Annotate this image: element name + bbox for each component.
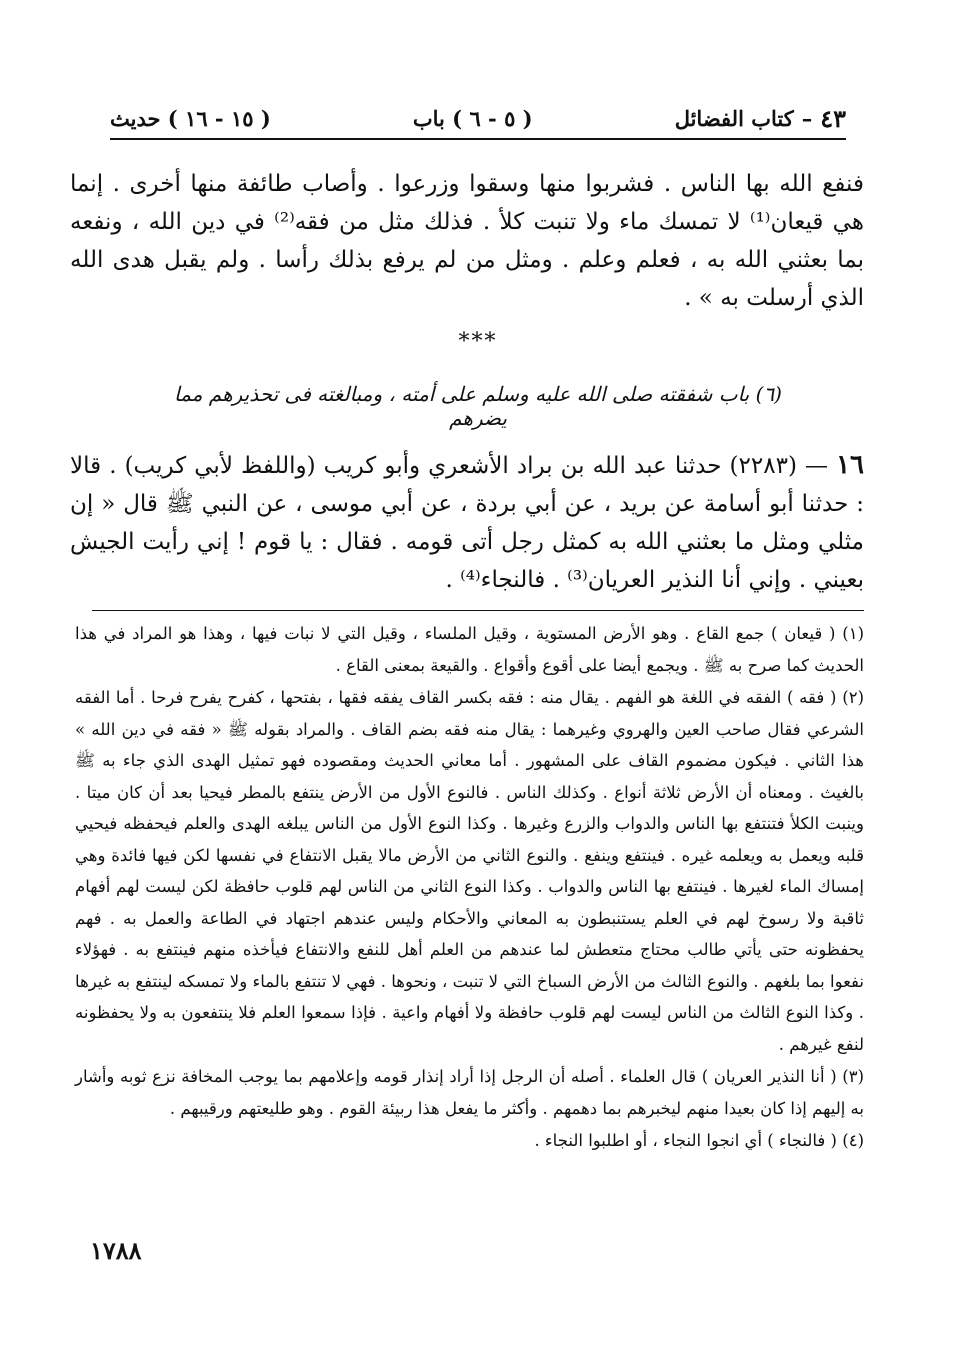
header-book: ٤٣ – كتاب الفضائل: [674, 103, 846, 133]
page-header: [110, 98, 846, 138]
header-book-title: كتاب الفضائل: [674, 105, 794, 131]
chapter-title: (٦) باب شفقته صلى الله عليه وسلم على أمته ، ومبالغته فى تحذيرهم مما يضرهم: [174, 382, 782, 430]
footer-page-number: ١٧٨٨: [90, 1236, 142, 1265]
footnote-1: (١) ( قيعان ) جمع القاع . وهو الأرض المستوية ، وقيل الملساء ، وقيل التي لا نبات فيها ، وهذا هو المراد في هذا الحديث كما صرح به ﷺ . ويجمع أيضا على أقوع وأقواع . والقيعة بمعنى القاع .: [75, 624, 864, 675]
header-rule: [110, 138, 846, 140]
continuation-paragraph: فنفع الله بها الناس . فشربوا منها وسقوا وزرعوا . وأصاب طائفة منها أخرى . إنما هي قيعان⁽¹⁾ لا تمسك ماء ولا تنبت كلأ . فذلك مثل من فقه⁽²⁾ في دين الله ، ونفعه بما بعثني الله به ، فعلم وعلم . ومثل من لم يرفع بذلك رأسا . ولم يقبل هدى الله الذي أرسلت به » .: [70, 171, 864, 311]
hadith-paragraph: [70, 446, 864, 596]
footnote-2: (٢) ( فقه ) الفقه في اللغة هو الفهم . يقال منه : فقه بكسر القاف يفقه فقها ، بفتحها ، كفرح يفرح فرحا . أما الفقه الشرعي فقال صاحب العين والهروي وغيرهما : يقال منه فقه بضم القاف . والمراد بقوله ﷺ « فقه في دين الله » هذا الثاني . فيكون مضموم القاف على المشهور . أما معاني الحديث ومقصوده فهو تمثيل الهدى الذي جاء به ﷺ بالغيث . ومعناه أن الأرض ثلاثة أنواع . وكذلك الناس . فالنوع الأول من الأرض ينتفع بالمطر فيحيا بعد أن كان ميتا . وينبت الكلأ فتنتفع بها الناس والدواب والزرع وغيرها . وكذا النوع الأول من الناس يبلغه الهدى والعلم فيحفظه فيحيي قلبه ويعمل به ويعلمه غيره . فينتفع وينفع . والنوع الثاني من الأرض مالا يقبل الانتفاع في نفسها لكن فيها فائدة وهي إمساك الماء لغيرها . فينتفع بها الناس والدواب . وكذا النوع الثاني من الناس لهم قلوب حافظة لكن ليست لهم أفهام ثاقبة ولا رسوخ لهم في العلم يستنبطون به المعاني والأحكام وليس عندهم اجتهاد في الطاعة والعمل به . فهم يحفظونه حتى يأتي طالب محتاج متعطش لما عندهم من العلم أهل للنفع والانتفاع فيأخذه منهم فينتفع به . فهؤلاء نفعوا بما بلغهم . والنوع الثالث من الأرض السباخ التي لا تنبت ، ونحوها . فهي لا تنتفع بالماء ولا تمسكه لينتفع به غيرها . وكذا النوع الثالث من الناس ليست لهم قلوب حافظة ولا أفهام واعية . فإذا سمعوا العلم فلا ينتفعون به ولا يحفظونه لنفع غيرهم .: [75, 688, 864, 1054]
header-chapter-range: ( ٥ - ٦ ) باب: [412, 105, 533, 131]
footnote-rule: [92, 610, 864, 611]
section-separator: ⁎⁎⁎: [458, 322, 498, 347]
hadith-number: ١٦: [836, 450, 864, 480]
footnote-4: (٤) ( فالنجاء ) أي انجوا النجاء ، أو اطلبوا النجاء .: [534, 1131, 864, 1150]
footnotes: [75, 618, 864, 1158]
hadith-text: — (٢٢٨٣) حدثنا عبد الله بن براد الأشعري وأبو كريب (واللفظ لأبي كريب) . قالا : حدثنا أبو أسامة عن بريد ، عن أبي بردة ، عن أبي موسى ، عن النبي ﷺ قال « إن مثلي ومثل ما بعثني الله به كمثل رجل أتى قومه . فقال : يا قوم ! إني رأيت الجيش بعيني . وإني أنا النذير العريان⁽³⁾ . فالنجاء⁽⁴⁾ .: [70, 453, 864, 593]
footnote-3: (٣) ( أنا النذير العريان ) قال العلماء . أصله أن الرجل إذا أراد إنذار قومه وإعلامهم بما يوجب المخافة نزع ثوبه وأشار به إليهم إذا كان بعيدا منهم ليخبرهم بما دهمهم . وأكثر ما يفعل هذا ربيئة القوم . وهو طليعتهم ورقيبهم .: [75, 1067, 864, 1118]
header-page-number: ٤٣: [820, 103, 846, 133]
header-hadith-range: ( ١٥ - ١٦ ) حديث: [110, 105, 271, 131]
